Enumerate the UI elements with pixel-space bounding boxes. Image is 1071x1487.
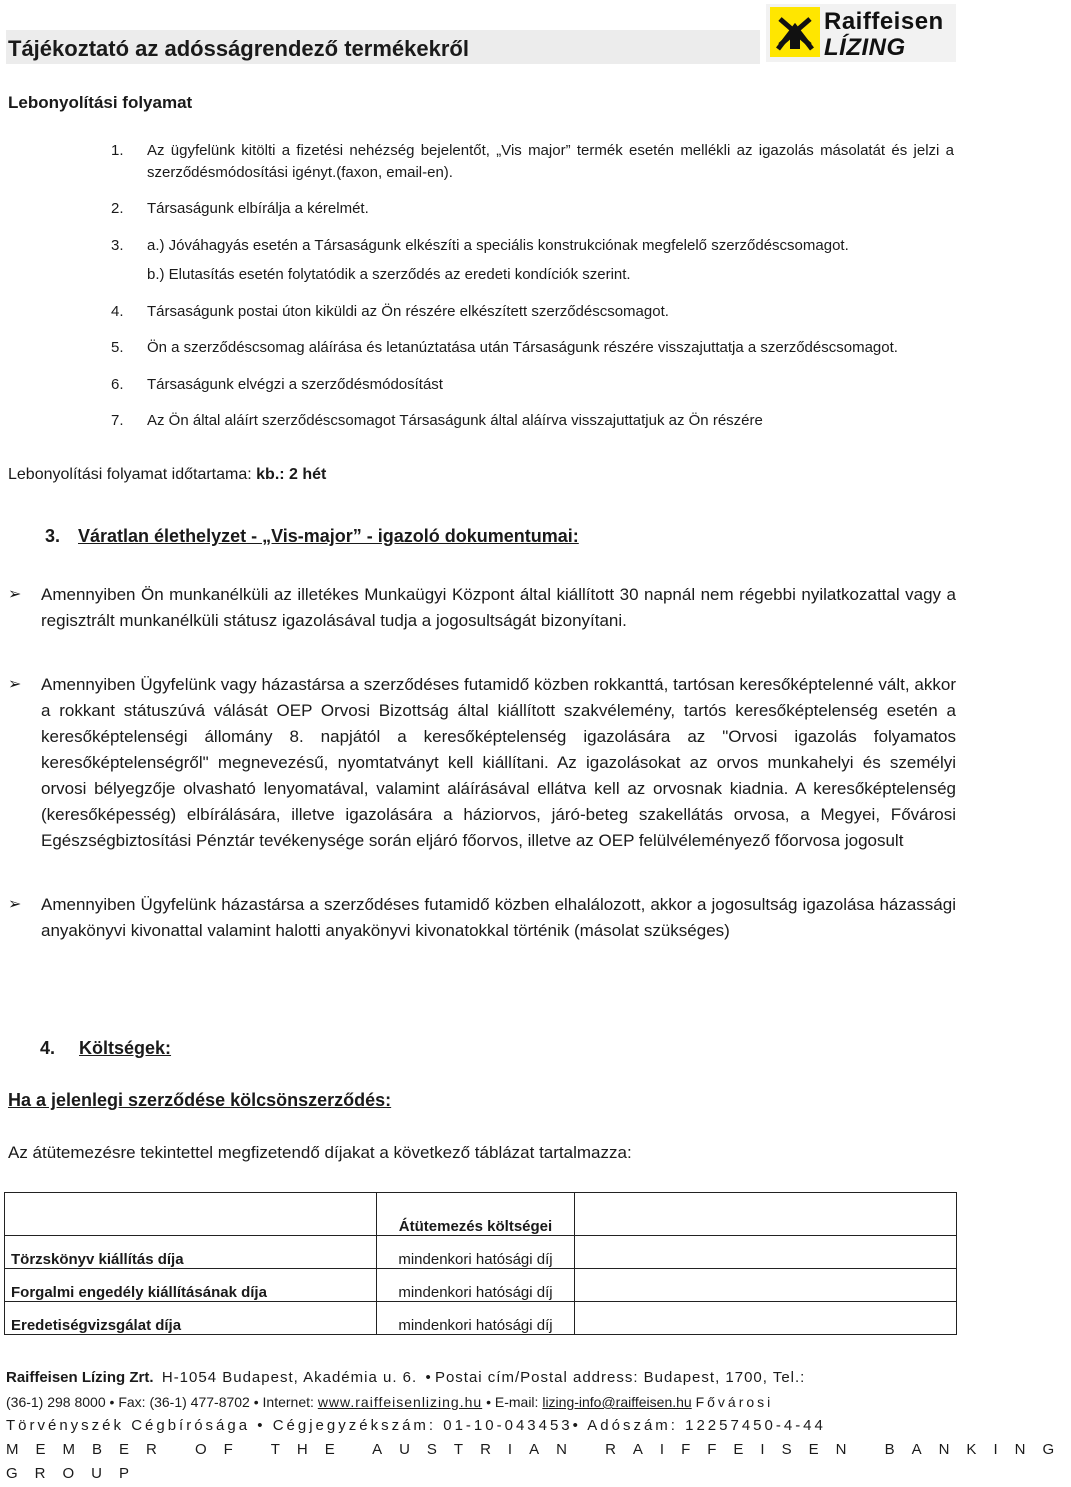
table-row (5, 1269, 957, 1302)
step-text: Az Ön által aláírt szerződéscsomagot Társaságunk által aláírva visszajuttatjuk az Ön részére (147, 412, 763, 429)
step-item (0, 235, 960, 257)
section-4-number: 4. (40, 1038, 56, 1058)
step-text: Társaságunk postai úton kiküldi az Ön részére elkészített szerződéscsomagot. (147, 303, 669, 320)
section-4-title: Költségek: (79, 1038, 172, 1058)
table-cell (5, 1193, 377, 1236)
step-text: Ön a szerződéscsomag aláírása és letanúztatása után Társaságunk részére visszajuttatja a szerződéscsomagot. (147, 339, 898, 356)
step-number: 5. (111, 339, 124, 356)
table-header-row (5, 1193, 957, 1236)
arrow-bullet-icon: ➢ (8, 896, 22, 913)
footer-registration-number: Cégjegyzékszám: 01-10-043453 (272, 1417, 573, 1434)
footer-company: Raiffeisen Lízing Zrt. (6, 1369, 154, 1386)
costs-table (4, 1192, 957, 1335)
bullet-text: Amennyiben Ügyfelünk házastársa a szerződéses futamidő közben elhalálozott, akkor a jogosultság igazolása házassági anyakönyvi kivonattal valamint halotti anyakönyvi kivonatokkal történik (másolat szükséges) (41, 895, 956, 940)
costs-intro: Az átütemezésre tekintettel megfizetendő díjakat a következő táblázat tartalmazza: (8, 1143, 632, 1162)
table-row (5, 1236, 957, 1269)
bullet-text: Amennyiben Ön munkanélküli az illetékes Munkaügyi Központ által kiállított 30 napnál nem régebbi nyilatkozattal vagy a regisztrált munkanélküli státusz igazolásával tudja a jogosultságát bizonyítani. (41, 585, 956, 630)
footer-email-label: E-mail: (494, 1394, 539, 1410)
footer-line-4: MEMBER OF THE AUSTRIAN RAIFFEISEN BANKING (6, 1441, 1071, 1458)
step-text: Társaságunk elvégzi a szerződésmódosítást (147, 376, 443, 393)
process-steps (0, 140, 960, 432)
cost-label: Eredetiségvizsgálat díja (5, 1302, 377, 1335)
bullet-text: Amennyiben Ügyfelünk vagy házastársa a szerződéses futamidő közben rokkanttá, tartósan keresőképtelenné vált, akkor a rokkant státuszúvá válását OEP Orvosi Bizottság által kiállított szakvélemény, tartós keresőképtelenség esetén a keresőképtelenségi állomány 8. napjától a keresőképtelenség igazolására az "Orvosi igazolás folyamatos keresőképtelenségről" megnevezésű, nyomtatványt kell kiállítani. Az igazolásokat az orvos munkahelyi és személyi orvosi bélyegzője olvasható lenyomatával, valamint aláírásával ellátva kell az orvosnak kiadnia. A keresőképtelenség (keresőképesség) elbírálására, illetve igazolására a háziorvos, járó-beteg szakellátás orvosa, a Megyei, Fővárosi Egészségbiztosítási Pénztár tevékenysége során eljáró főorvos, illetve az OEP felülvéleményező főorvosa jogosult (41, 675, 956, 850)
step-number: 1. (111, 142, 124, 159)
step-number: 2. (111, 200, 124, 217)
footer-court-end: Törvényszék Cégbírósága (6, 1417, 251, 1434)
footer-phone: (36-1) 298 8000 (6, 1394, 106, 1410)
page-title: Tájékoztató az adósságrendező termékekről (8, 36, 469, 61)
table-cell (575, 1193, 957, 1236)
table-header-cell: Átütemezés költségei (377, 1193, 575, 1236)
footer-tax-number: Adószám: 12257450-4-44 (587, 1417, 826, 1434)
step-text: Az ügyfelünk kitölti a fizetési nehézség bejelentőt, „Vis major” termék esetén mellékli az igazolás másolatát és jelzi a szerződésmódosítási igényt.(faxon, email-en). (147, 142, 954, 181)
footer-fax: Fax: (36-1) 477-8702 (118, 1394, 250, 1410)
table-row (5, 1302, 957, 1335)
step-item (0, 374, 960, 396)
step-text: b.) Elutasítás esetén folytatódik a szerződés az eredeti kondíciók szerint. (147, 266, 631, 283)
footer (6, 1366, 1071, 1486)
table-cell (575, 1236, 957, 1269)
step-number: 7. (111, 412, 124, 429)
bullet-item (0, 672, 960, 854)
arrow-bullet-icon: ➢ (8, 676, 22, 693)
logo-text-raiffeisen: Raiffeisen (824, 8, 944, 35)
step-text: Társaságunk elbírálja a kérelmét. (147, 200, 369, 217)
vis-major-documents (0, 582, 960, 944)
step-number: 4. (111, 303, 124, 320)
section-3-heading (45, 526, 579, 547)
footer-website-link[interactable]: www.raiffeisenlizing.hu (317, 1394, 483, 1410)
arrow-bullet-icon: ➢ (8, 586, 22, 603)
footer-line-1: Raiffeisen Lízing Zrt. H-1054 Budapest, Akadémia u. 6. • Postai cím/Postal address: Budapest, 1700, Tel.: (6, 1369, 806, 1386)
cost-label: Törzskönyv kiállítás díja (5, 1236, 377, 1269)
footer-address: H-1054 Budapest, Akadémia u. 6. (161, 1369, 418, 1386)
step-number: 6. (111, 376, 124, 393)
bullet-item (0, 892, 960, 944)
cost-label: Forgalmi engedély kiállításának díja (5, 1269, 377, 1302)
bullet-item (0, 582, 960, 634)
section-4-heading (40, 1038, 171, 1059)
step-item (0, 140, 960, 184)
footer-line-2: (36-1) 298 8000 • Fax: (36-1) 477-8702 • Internet: www.raiffeisenlizing.hu • E-mail: lizing-info@raiffeisen.hu Fővárosi (6, 1394, 774, 1410)
step-item (0, 337, 960, 359)
footer-email-link[interactable]: lizing-info@raiffeisen.hu (542, 1394, 692, 1410)
step-item (0, 301, 960, 323)
step-item (0, 264, 960, 286)
section-3-number: 3. (45, 526, 61, 546)
cost-value: mindenkori hatósági díj (377, 1269, 575, 1302)
cost-value: mindenkori hatósági díj (377, 1302, 575, 1335)
duration-label: Lebonyolítási folyamat időtartama: (8, 466, 252, 483)
loan-contract-heading: Ha a jelenlegi szerződése kölcsönszerződés: (8, 1090, 392, 1110)
footer-line-5: GROUP (6, 1465, 147, 1482)
process-heading: Lebonyolítási folyamat (8, 93, 193, 112)
cost-value: mindenkori hatósági díj (377, 1236, 575, 1269)
footer-line-3: Törvényszék Cégbírósága • Cégjegyzékszám: 01-10-043453• Adószám: 12257450-4-44 (6, 1417, 826, 1434)
process-duration (8, 466, 326, 484)
step-text: a.) Jóváhagyás esetén a Társaságunk elkészíti a speciális konstrukciónak megfelelő szerződéscsomagot. (147, 237, 849, 254)
raiffeisen-gable-icon (770, 7, 820, 57)
section-3-title: Váratlan élethelyzet - „Vis-major” - igazoló dokumentumai: (78, 526, 579, 546)
step-item (0, 198, 960, 220)
table-cell (575, 1269, 957, 1302)
raiffeisen-logo (766, 4, 956, 62)
footer-court-start: Fővárosi (695, 1394, 774, 1410)
document-header (0, 0, 960, 66)
footer-postal: Postai cím/Postal address: Budapest, 1700, Tel.: (434, 1369, 806, 1386)
footer-internet-label: Internet: (262, 1394, 314, 1410)
logo-text-lizing: LÍZING (824, 34, 906, 61)
step-number: 3. (111, 237, 124, 254)
duration-value: kb.: 2 hét (256, 466, 327, 483)
table-cell (575, 1302, 957, 1335)
step-item (0, 410, 960, 432)
